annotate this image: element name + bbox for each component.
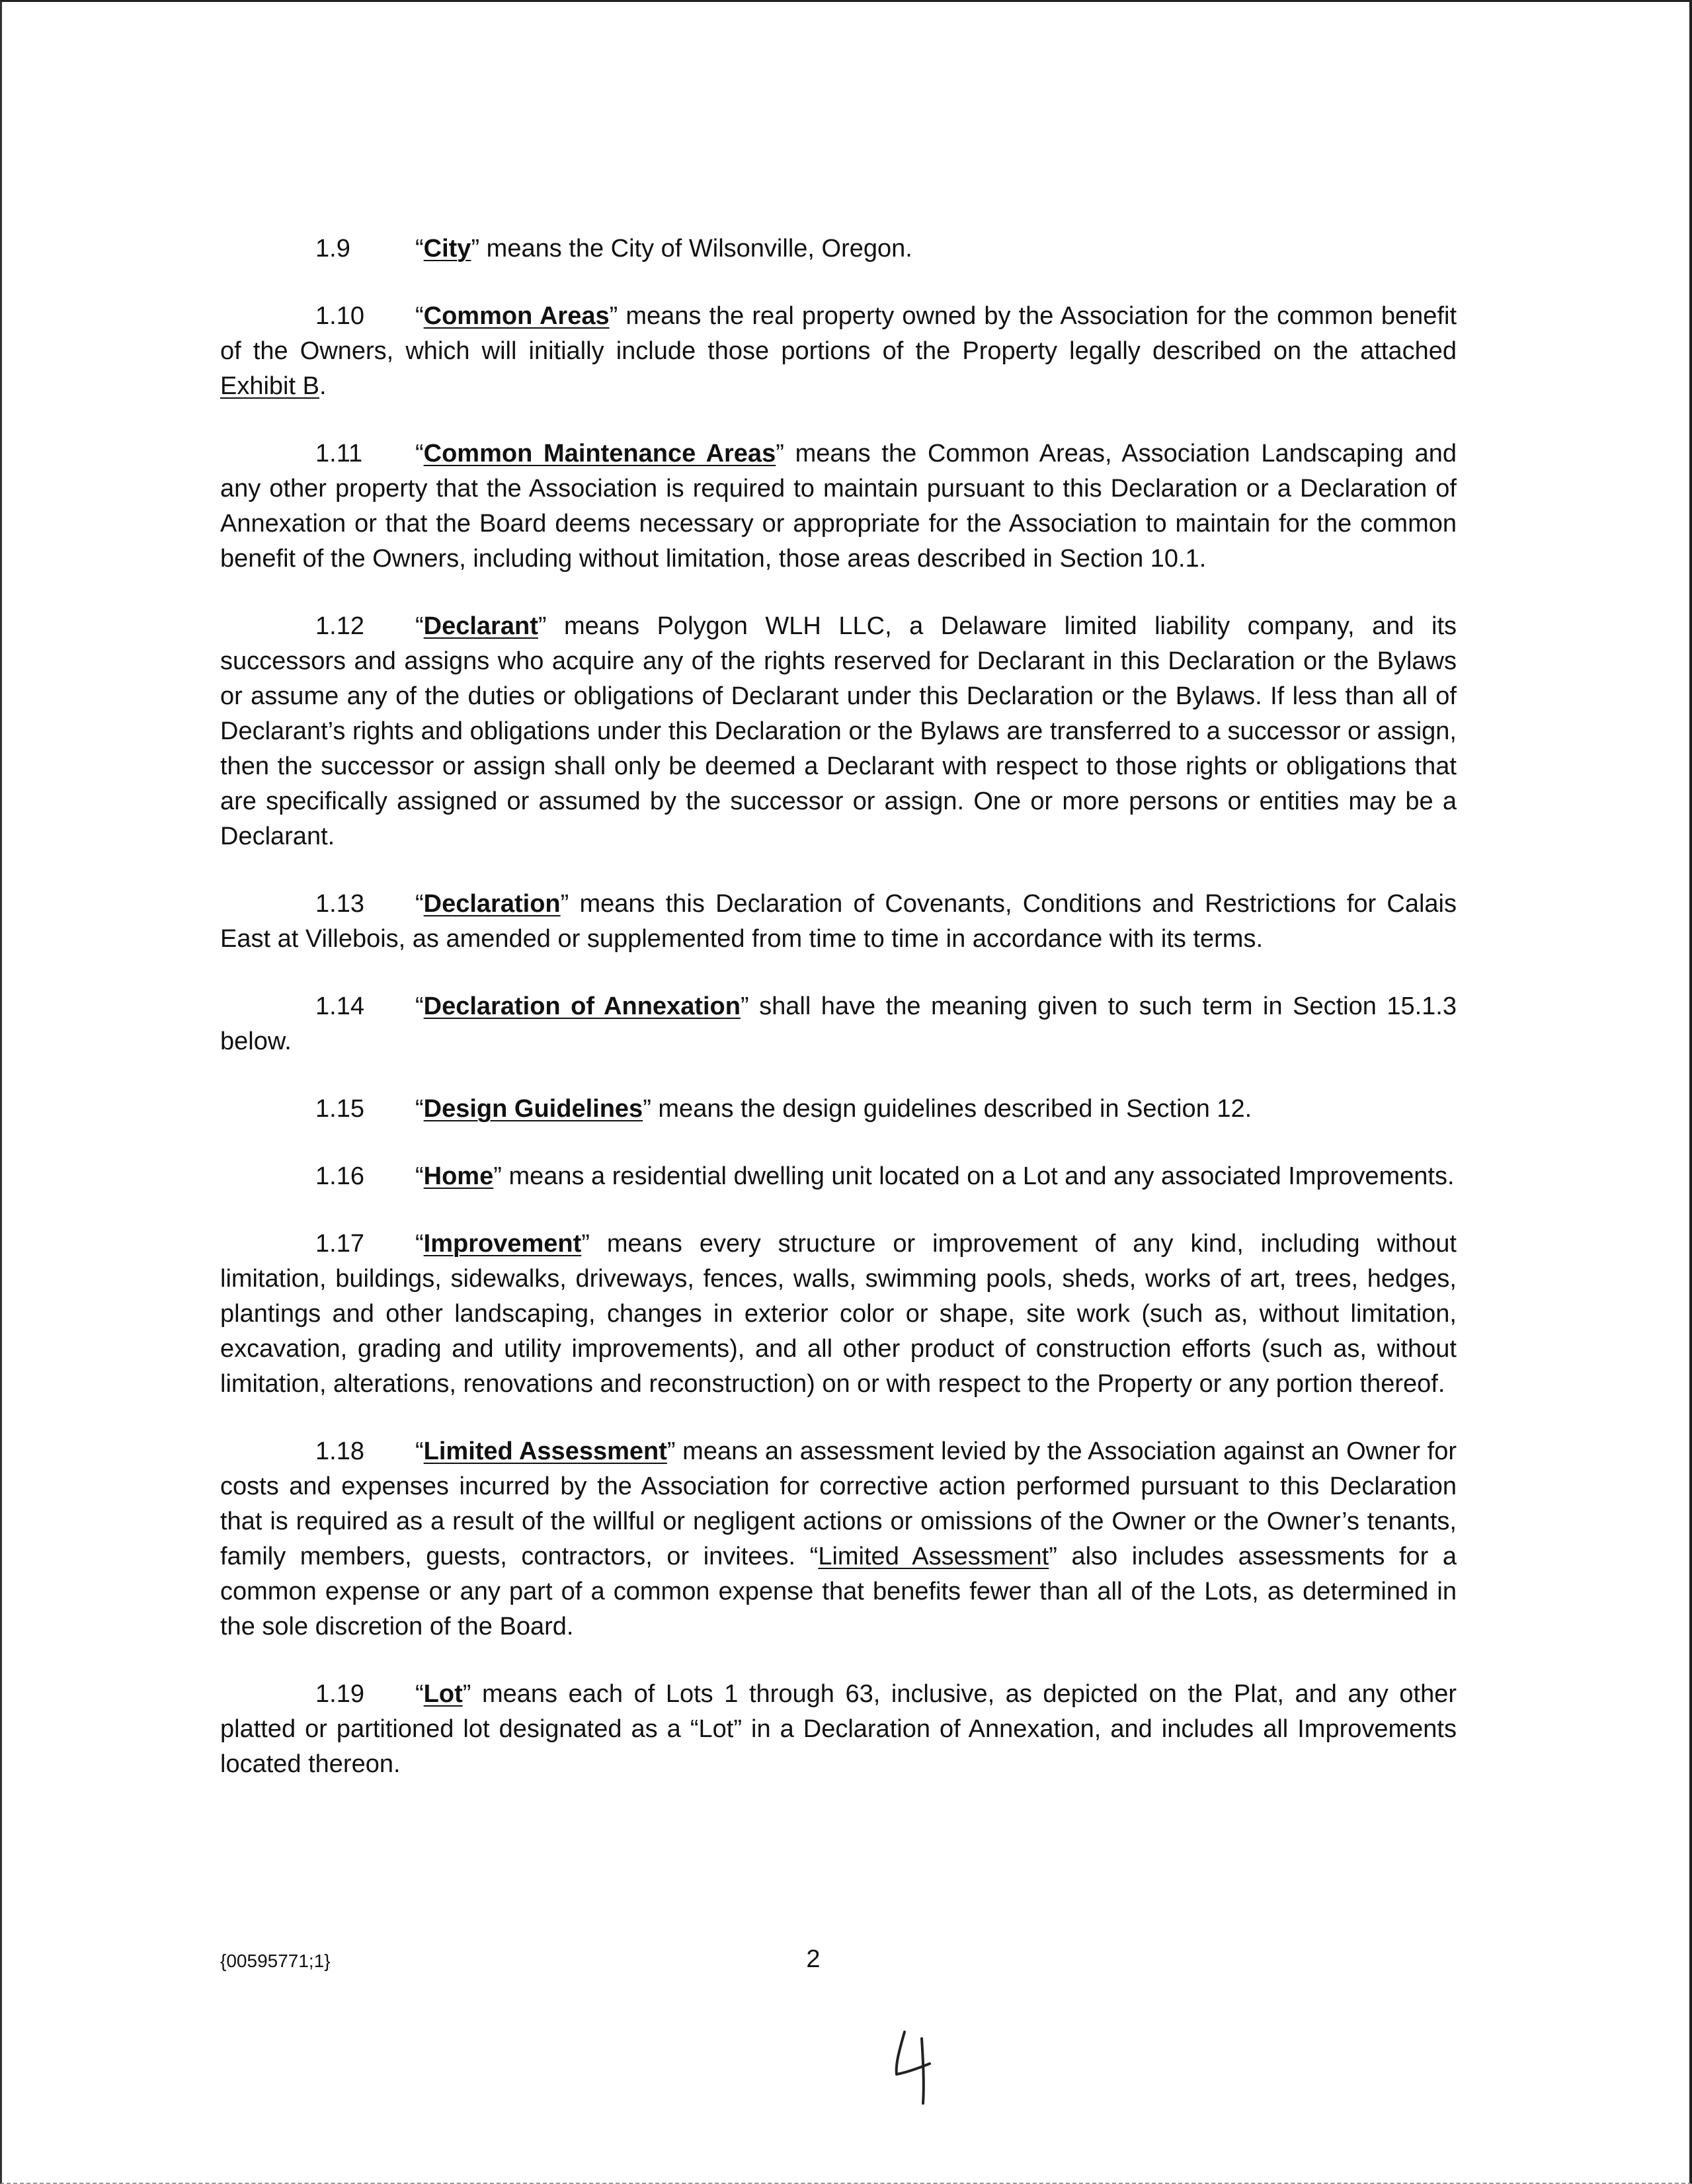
document-id: {00595771;1}: [220, 1951, 331, 1971]
close-quote: ”: [581, 1230, 590, 1258]
close-quote: ”: [560, 890, 569, 918]
definition-text: means the City of Wilsonville, Oregon.: [479, 235, 912, 263]
definition-text: means the Common Areas, Association Landscaping and any other property that the Association is required to maintain pursuant to this Declaration or a Declaration of Annexation or that the Board deems necessary or appropriate for the Association to maintain for the common benefit of the Owners, including without limitation, those areas described in Section 10.1.: [220, 440, 1457, 573]
open-quote: “: [415, 1437, 424, 1465]
definition-text: means a residential dwelling unit located on a Lot and any associated Improvements.: [501, 1162, 1455, 1190]
definition-text: means each of Lots 1 through 63, inclusive, as depicted on the Plat, and any other platted or partitioned lot designated as a “Lot” in a Declaration of Annexation, and includes all Improvements located thereon.: [220, 1680, 1457, 1778]
definition-1-14: [220, 989, 1457, 1059]
open-quote: “: [415, 302, 424, 330]
definition-1-11: [220, 436, 1457, 577]
open-quote: “: [415, 1230, 424, 1258]
definition-1-15: [220, 1092, 1457, 1127]
handwritten-page-mark: [890, 2027, 943, 2106]
definition-text: means this Declaration of Covenants, Conditions and Restrictions for Calais East at Villebois, as amended or supplemented from time to time in accordance with its terms.: [220, 890, 1457, 953]
definition-text: shall have the meaning given to such term in Section 15.1.3 below.: [220, 992, 1457, 1055]
section-number: 1.19: [315, 1680, 364, 1708]
open-quote: “: [415, 235, 424, 263]
close-quote: ”: [493, 1162, 502, 1190]
open-quote: “: [415, 440, 424, 467]
definition-text: means every structure or improvement of any kind, including without limitation, buildings, sidewalks, driveways, fences, walls, swimming pools, sheds, works of art, trees, hedges, plantings and other landscaping, changes in exterior color or shape, site work (such as, without limitation, excavation, grading and utility improvements), and all other product of construction efforts (such as, without limitation, alterations, renovations and reconstruction) on or with respect to the Property or any portion thereof.: [220, 1230, 1457, 1398]
defined-term: Declaration of Annexation: [423, 992, 741, 1020]
close-quote: ”: [776, 440, 784, 467]
definition-text-tail: ” also includes assessments for a common expense or any part of a common expense that benefits fewer than all of the Lots, as determined in the sole discretion of the Board.: [220, 1543, 1457, 1640]
section-number: 1.13: [315, 890, 364, 918]
defined-term: Declarant: [423, 612, 538, 640]
section-number: 1.15: [315, 1095, 364, 1123]
definition-1-18: [220, 1434, 1457, 1644]
definition-1-13: [220, 887, 1457, 957]
section-number: 1.11: [315, 440, 363, 467]
definition-text: means the design guidelines described in Section 12.: [651, 1095, 1252, 1123]
definition-text-tail: .: [319, 372, 327, 400]
open-quote: “: [415, 1680, 424, 1708]
definition-1-10: [220, 299, 1457, 404]
defined-term: Declaration: [423, 890, 561, 918]
definition-1-9: [220, 231, 1457, 266]
section-number: 1.16: [315, 1162, 364, 1190]
defined-term: Limited Assessment: [423, 1437, 667, 1465]
section-number: 1.17: [315, 1230, 364, 1258]
section-number: 1.18: [315, 1437, 364, 1465]
section-number: 1.12: [315, 612, 364, 640]
defined-term: Lot: [423, 1680, 463, 1708]
open-quote: “: [415, 992, 424, 1020]
page-number: 2: [806, 1945, 821, 1973]
close-quote: ”: [609, 302, 618, 330]
defined-term: Common Areas: [423, 302, 610, 330]
defined-term: Improvement: [423, 1230, 582, 1258]
close-quote: ”: [643, 1095, 651, 1123]
defined-term: Common Maintenance Areas: [423, 440, 776, 467]
close-quote: ”: [538, 612, 547, 640]
close-quote: ”: [666, 1437, 676, 1465]
open-quote: “: [415, 1162, 424, 1190]
defined-term: Design Guidelines: [423, 1095, 643, 1123]
open-quote: “: [415, 890, 424, 918]
close-quote: ”: [471, 235, 480, 263]
defined-term-reference: Limited Assessment: [818, 1543, 1049, 1570]
section-number: 1.14: [315, 992, 364, 1020]
definition-text: means Polygon WLH LLC, a Delaware limited liability company, and its successors and assigns who acquire any of the rights reserved for Declarant in this Declaration or the Bylaws or assume any of the duties or obligations of Declarant under this Declaration or the Bylaws. If less than all of Declarant’s rights and obligations under this Declaration or the Bylaws are transferred to a successor or assign, then the successor or assign shall only be deemed a Declarant with respect to those rights or obligations that are specifically assigned or assumed by the successor or assign. One or more persons or entities may be a Declarant.: [220, 612, 1457, 850]
definition-1-19: [220, 1677, 1457, 1782]
open-quote: “: [415, 1095, 424, 1123]
exhibit-reference: Exhibit B: [220, 372, 319, 400]
definition-1-17: [220, 1227, 1457, 1402]
defined-term: City: [423, 235, 471, 263]
definition-1-16: [220, 1159, 1457, 1194]
definition-text: means the real property owned by the Association for the common benefit of the Owners, which will initially include those portions of the Property legally described on the attached: [220, 302, 1457, 365]
definition-1-12: [220, 609, 1457, 854]
definition-text: means an assessment levied by the Association against an Owner for costs and expenses incurred by the Association for corrective action performed pursuant to this Declaration that is required as a result of the willful or negligent actions or omissions of the Owner or the Owner’s tenants, family members, guests, contractors, or invitees. “: [220, 1437, 1457, 1570]
open-quote: “: [415, 612, 424, 640]
section-number: 1.9: [315, 235, 350, 263]
section-number: 1.10: [315, 302, 364, 330]
document-body: [220, 231, 1457, 1814]
defined-term: Home: [423, 1162, 494, 1190]
close-quote: ”: [740, 992, 749, 1020]
close-quote: ”: [462, 1680, 471, 1708]
